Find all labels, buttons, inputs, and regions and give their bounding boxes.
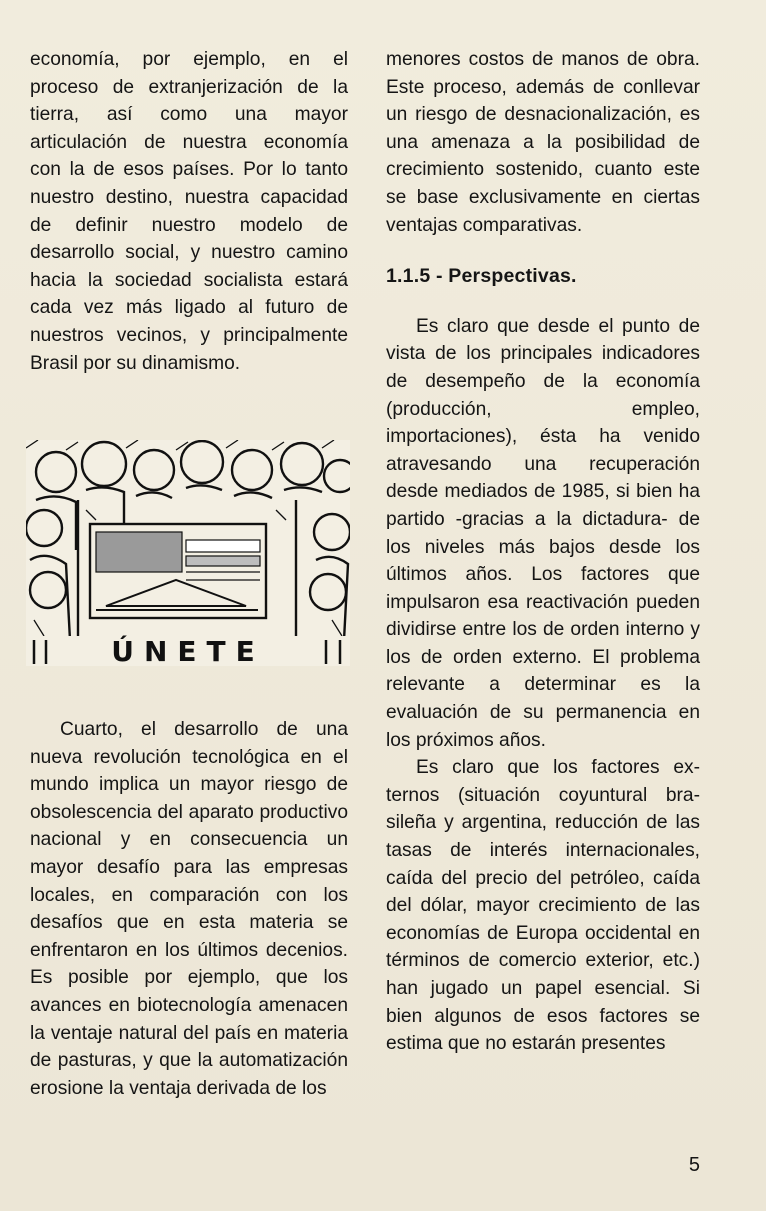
paragraph-costos: menores costos de manos de obra. Este proceso, además de conllevar un riesgo de desnacionalización, es una amenaza a la posibilidad de crecimiento sostenido, cuanto este se base exclusivamente en ciertas ventajas comparativas. [386,49,700,236]
figure-lettering: ÚNETE [111,635,265,666]
page-number: 5 [688,1154,700,1176]
paragraph-perspectivas-1: Es claro que desde el punto de vista de los principales indicadores de desempeño de la economía (producción, empleo, importaciones), ésta ha venido atravesando una recuperación desde mediados de 1985, si bien ha partido -gracias a la dictadura- de los niveles más bajos desde los últimos años. Los factores que impulsaron esa reactivación pueden dividirse entre los de orden interno y los de orden externo. El problema relevante a determinar es la evaluación de su permanencia en los próximos años. [386,315,700,751]
paragraph-cuarto: Cuarto, el desarrollo de una nueva revolución tecnológica en el mundo implica un mayor riesgo de obsolescencia del aparato productivo nacional y en consecuencia un mayor desafío para las empresas locales, en comparación con los desafíos que en esta materia se enfrentaron en los últimos decenios. Es posible por ejemplo, que los avances en biotecnología amenacen la ventaje natural del país en materia de pasturas, y que la automatización erosione la ventaja derivada de los [30,719,348,1099]
right-column [386,46,700,1058]
crowd-drawing [26,440,350,666]
left-column-top [30,46,348,377]
left-column-bottom [30,716,348,1102]
section-heading-perspectivas: 1.1.5 - Perspectivas. [386,265,577,288]
crowd-illustration [26,440,350,666]
left-paragraph-continuation: economía, por ejemplo, en el proceso de extranjerización de la tierra, así como una mayor articulación de nuestra economía con la de esos países. Por lo tanto nuestro destino, nuestra capacidad de definir nuestro modelo de desarrollo social, y nuestro camino hacia la sociedad socialista estará cada vez más ligado al futuro de nuestros vecinos, y principalmente Brasil por su dinamismo. [30,49,348,374]
paragraph-perspectivas-2: Es claro que los factores externos (situación coyuntural brasileña y argentina, reducción de las tasas de interés internacionales, caída del precio del petróleo, caída del dólar, mayor crecimiento de las economías de Europa occidental en términos de comercio exterior, etc.) han jugado un papel esencial. Si bien algunos de esos factores se estima que no estarán presentes [386,757,700,1055]
